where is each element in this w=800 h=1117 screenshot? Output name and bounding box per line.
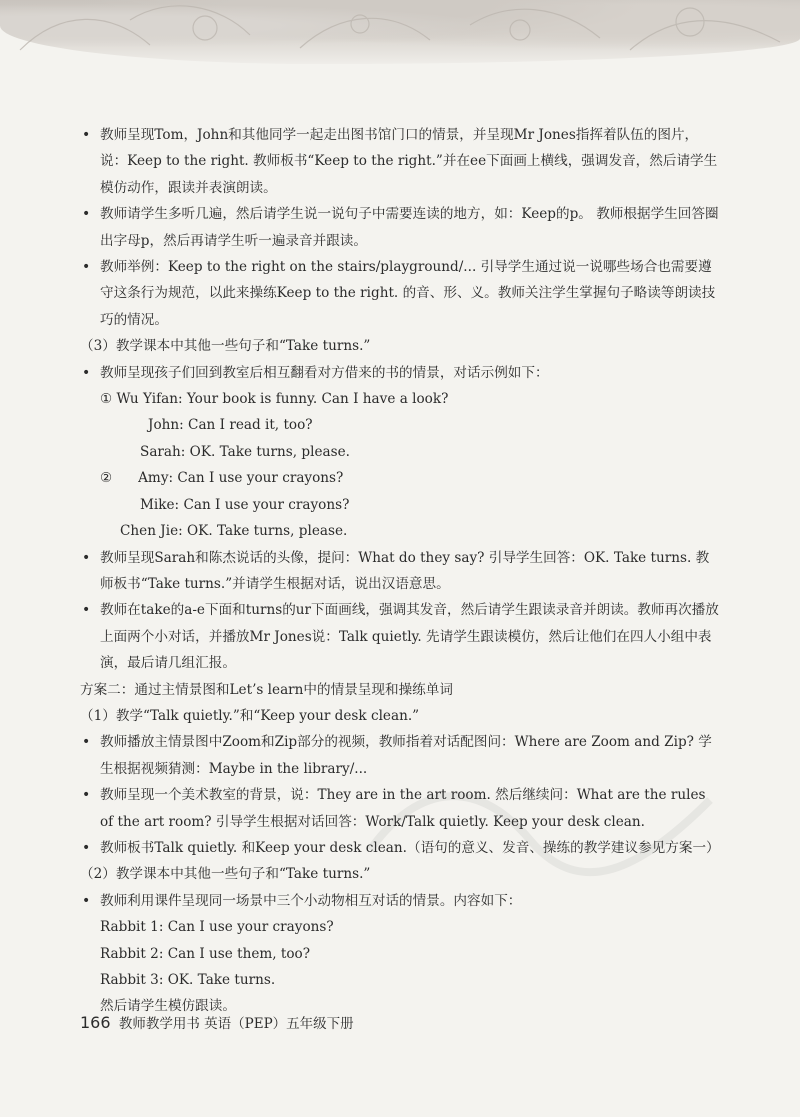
paragraph: • 教师播放主情景图中Zoom和Zip部分的视频，教师指着对话配图问：Where are Zoom and Zip? 学生根据视频猜测：Maybe in the library/...	[80, 729, 720, 782]
section-heading: （3）教学课本中其他一些句子和“Take turns.”	[80, 338, 371, 355]
dialog-block	[80, 914, 720, 1020]
header-decoration	[0, 0, 800, 64]
document-body	[80, 122, 720, 1020]
paragraph: • 教师举例：Keep to the right on the stairs/playground/... 引导学生通过说一说哪些场合也需要遵守这条行为规范，以此来操练Keep to the right. 的音、形、义。教师关注学生掌握句子略读等朗读技巧的情况。	[80, 254, 720, 333]
page-footer	[80, 1012, 354, 1032]
paragraph: • 教师利用课件呈现同一场景中三个小动物相互对话的情景。内容如下：	[80, 888, 720, 914]
paragraph: • 教师呈现孩子们回到教室后相互翻看对方借来的书的情景，对话示例如下：	[80, 360, 720, 386]
dialog-line: John: Can I read it, too?	[148, 417, 313, 434]
page-number: 166	[80, 1013, 111, 1032]
section-heading: 方案二：通过主情景图和Let’s learn中的情景呈现和操练单词	[80, 681, 453, 698]
dialog-line: ① Wu Yifan: Your book is funny. Can I have a look?	[100, 391, 449, 408]
paragraph: • 教师呈现一个美术教室的背景，说：They are in the art room. 然后继续问：What are the rules of the art room? 引导学生根据对话回答：Work/Talk quietly. Keep your desk clean.	[80, 782, 720, 835]
section-heading: （2）教学课本中其他一些句子和“Take turns.”	[80, 866, 371, 883]
paragraph: • 教师板书Talk quietly. 和Keep your desk clean.（语句的意义、发音、操练的教学建议参见方案一）	[80, 835, 720, 861]
paragraph: • 教师呈现Sarah和陈杰说话的头像，提问：What do they say? 引导学生回答：OK. Take turns. 教师板书“Take turns.”并请学生根据对话，说出汉语意思。	[80, 545, 720, 598]
floral-pattern-icon	[0, 0, 800, 64]
dialog-line: ② Amy: Can I use your crayons?	[100, 470, 344, 487]
paragraph: • 教师呈现Tom，John和其他同学一起走出图书馆门口的情景，并呈现Mr Jones指挥着队伍的图片，说：Keep to the right. 教师板书“Keep to the right.”并在ee下面画上横线，强调发音，然后请学生模仿动作，跟读并表演朗读。	[80, 122, 720, 201]
paragraph: • 教师在take的a-e下面和turns的ur下面画线，强调其发音，然后请学生跟读录音并朗读。教师再次播放上面两个小对话，并播放Mr Jones说：Talk quietly. 先请学生跟读模仿，然后让他们在四人小组中表演，最后请几组汇报。	[80, 597, 720, 676]
dialog-line: Rabbit 1: Can I use your crayons?	[100, 919, 334, 936]
dialog-line: Mike: Can I use your crayons?	[140, 496, 350, 513]
section-heading: （1）教学“Talk quietly.”和“Keep your desk clean.”	[80, 707, 420, 724]
paragraph: • 教师请学生多听几遍，然后请学生说一说句子中需要连读的地方，如：Keep的p。 教师根据学生回答圈出字母p，然后再请学生听一遍录音并跟读。	[80, 201, 720, 254]
book-title: 教师教学用书 英语（PEP）五年级下册	[118, 1016, 354, 1032]
dialog-block	[80, 386, 720, 544]
dialog-line: Chen Jie: OK. Take turns, please.	[120, 523, 348, 540]
dialog-line: Sarah: OK. Take turns, please.	[140, 443, 350, 460]
dialog-line: Rabbit 3: OK. Take turns.	[100, 972, 276, 988]
dialog-line: 然后请学生模仿跟读。	[100, 998, 236, 1015]
dialog-line: Rabbit 2: Can I use them, too?	[100, 945, 311, 962]
